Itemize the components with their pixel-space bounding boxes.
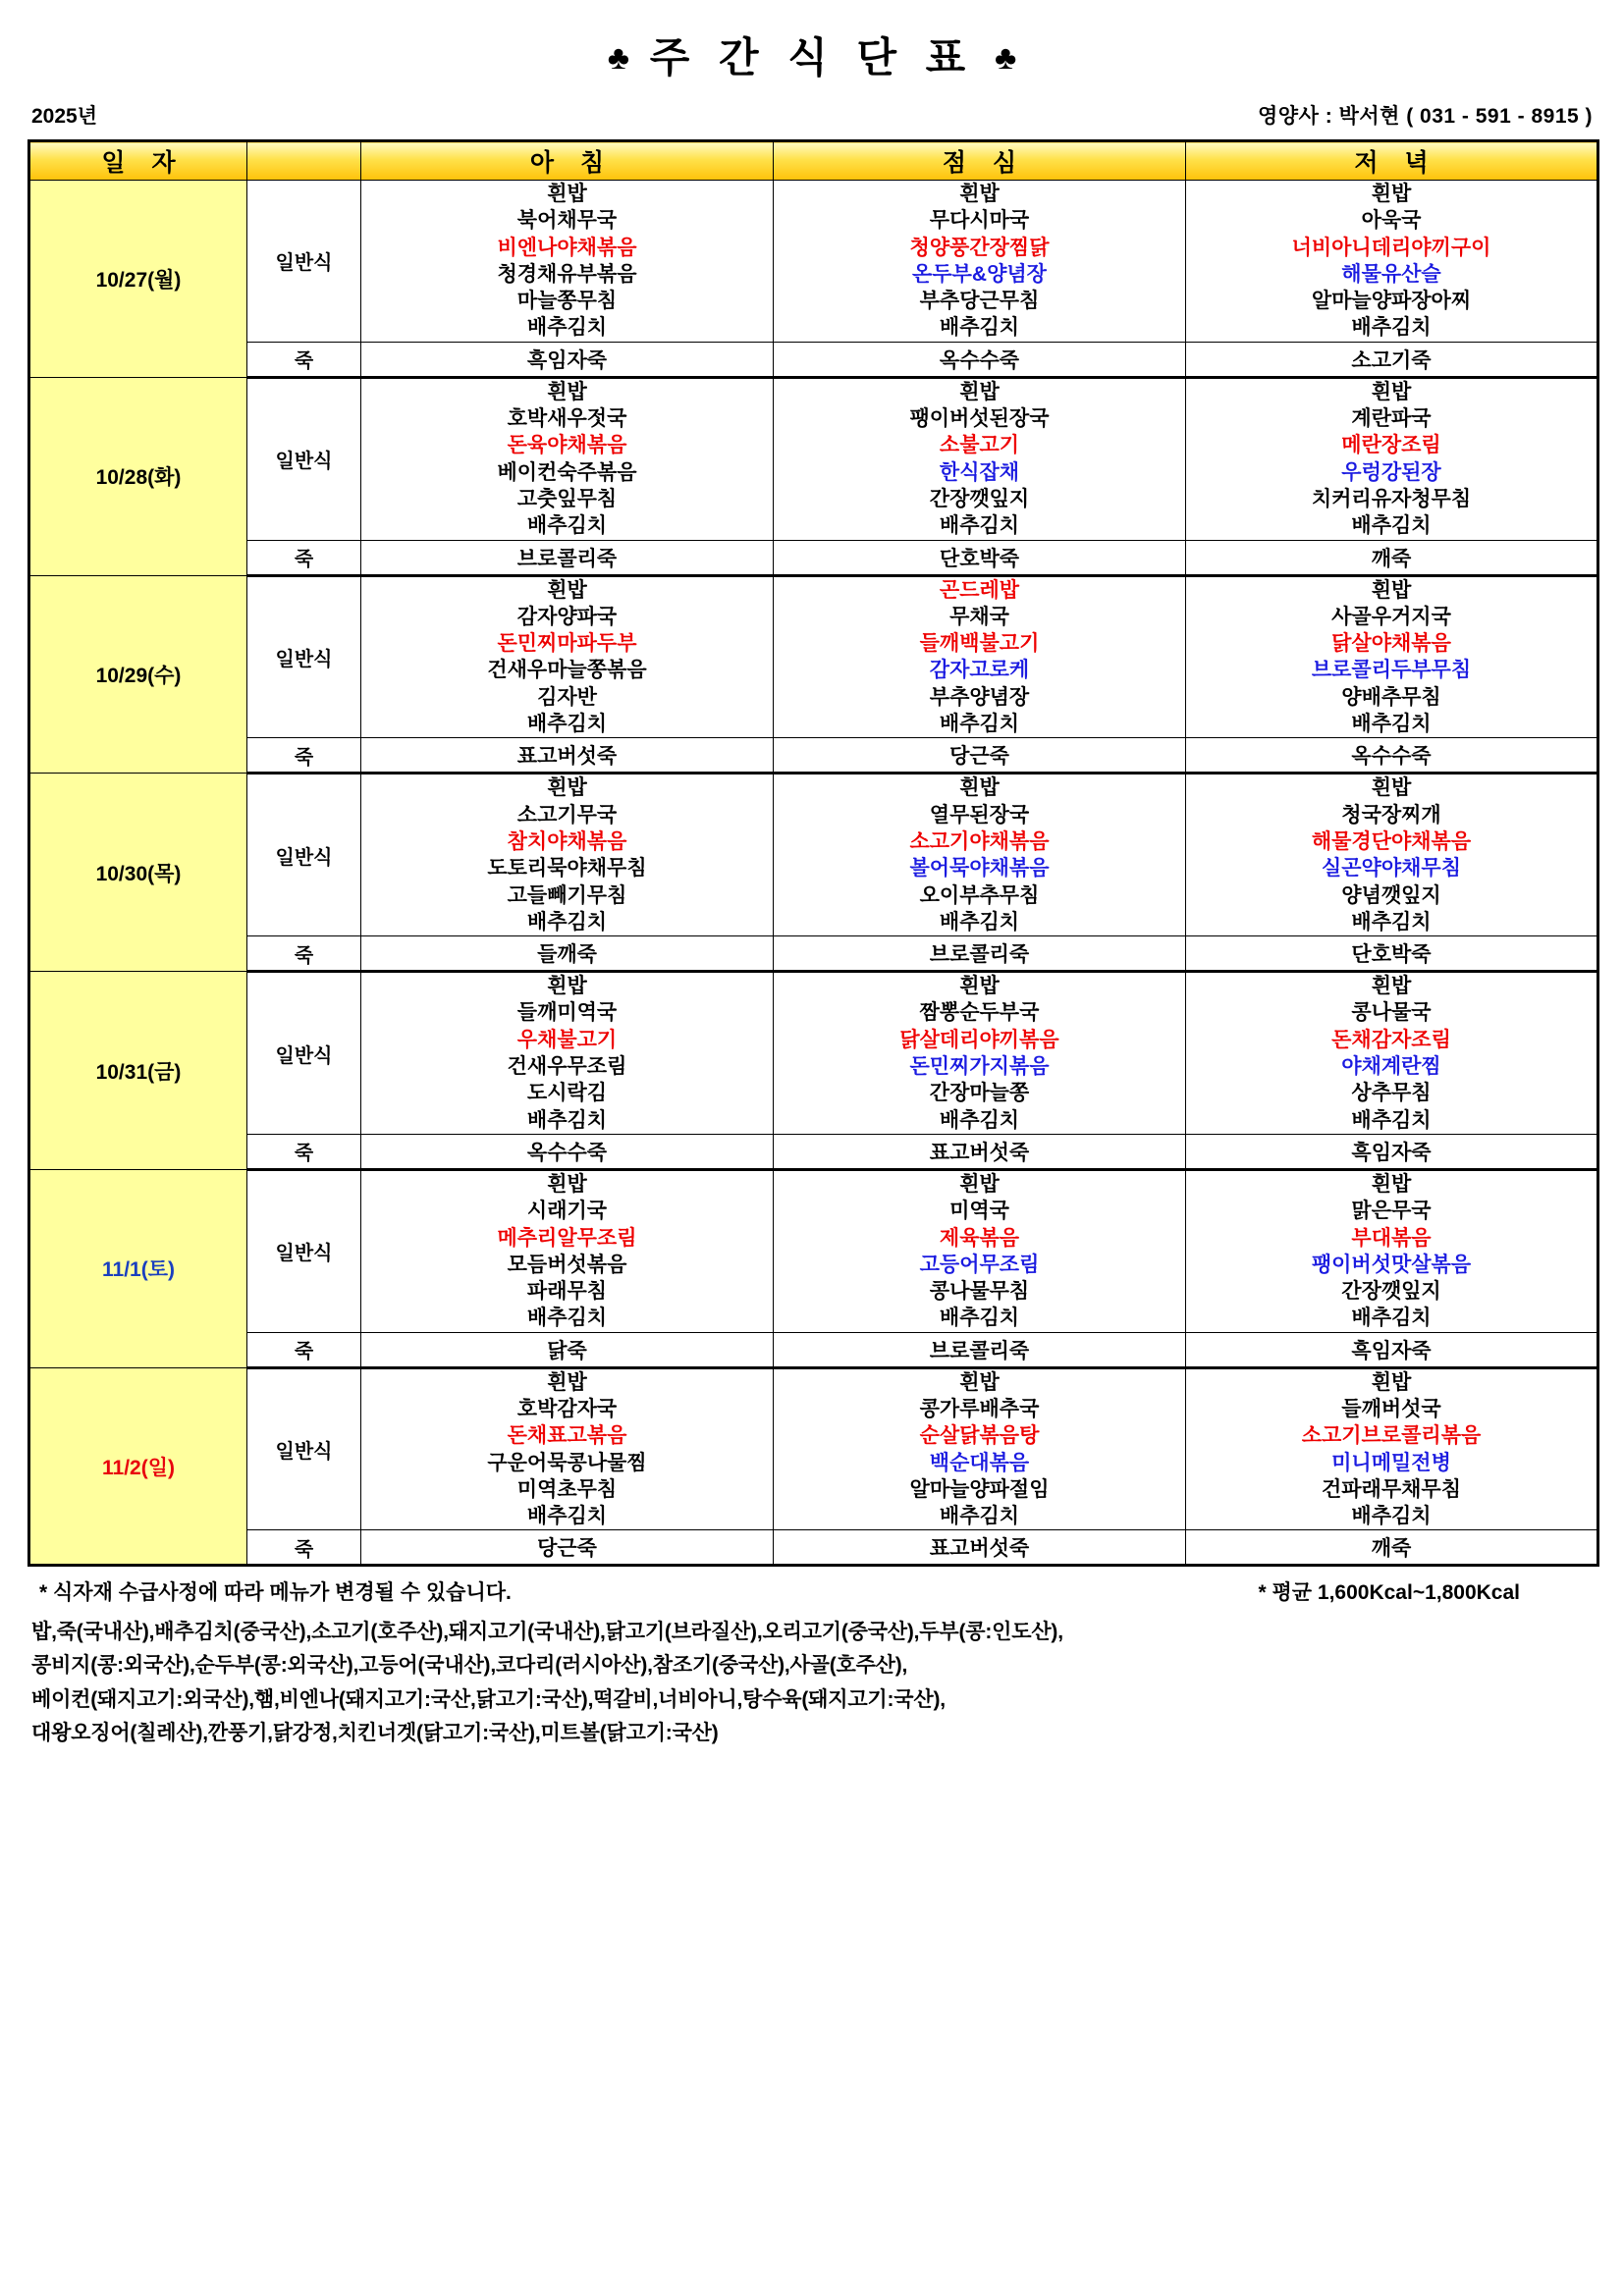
meal-cell-breakfast	[361, 181, 774, 343]
porridge-cell-breakfast: 옥수수죽	[361, 1134, 774, 1169]
date-cell	[29, 181, 247, 378]
menu-change-note: * 식자재 수급사정에 따라 메뉴가 변경될 수 있습니다.	[39, 1581, 512, 1605]
dish-item: 배추김치	[939, 1505, 1020, 1528]
porridge-cell-dinner: 옥수수죽	[1186, 738, 1598, 774]
dish-item: 제육볶음	[939, 1226, 1020, 1250]
dish-item: 닭살데리야끼볶음	[899, 1028, 1059, 1051]
table-row-porridge	[29, 936, 1598, 972]
header-row	[29, 141, 1598, 181]
dish-item: 배추김치	[1351, 910, 1432, 934]
dish-item: 건파래무채무침	[1321, 1477, 1461, 1501]
dish-item: 무채국	[949, 605, 1009, 628]
date-label: 10/28(화)	[95, 466, 182, 490]
dish-item: 돈채감자조림	[1331, 1028, 1451, 1051]
table-row-porridge	[29, 540, 1598, 575]
dish-item: 간장마늘쫑	[929, 1082, 1030, 1105]
meal-cell-lunch	[774, 1367, 1186, 1530]
meal-cell-lunch	[774, 181, 1186, 343]
dish-item: 볼어묵야채볶음	[909, 857, 1050, 881]
porridge-cell-dinner: 흑임자죽	[1186, 1332, 1598, 1367]
dish-item: 메란장조림	[1341, 434, 1441, 457]
dish-item: 배추김치	[1351, 1108, 1432, 1132]
porridge-cell-dinner: 깨죽	[1186, 540, 1598, 575]
dish-item: 청국장찌개	[1341, 803, 1441, 827]
meal-type-regular: 일반식	[247, 181, 361, 343]
dish-item: 배추김치	[1351, 514, 1432, 538]
table-row-porridge	[29, 738, 1598, 774]
dish-item: 너비아니데리야끼구이	[1291, 236, 1491, 259]
dish-item: 소고기브로콜리볶음	[1301, 1424, 1482, 1448]
dish-item: 무다시마국	[929, 209, 1030, 233]
dish-item: 미역국	[949, 1200, 1009, 1223]
meal-cell-breakfast	[361, 774, 774, 936]
dish-item: 간장깻잎지	[929, 487, 1030, 510]
meal-cell-dinner	[1186, 774, 1598, 936]
meal-type-porridge: 죽	[247, 936, 361, 972]
dish-item: 배추김치	[939, 910, 1020, 934]
table-row-porridge	[29, 1332, 1598, 1367]
dietitian-contact: 영양사 : 박서현 ( 031 - 591 - 8915 )	[1258, 105, 1593, 128]
porridge-cell-breakfast: 브로콜리죽	[361, 540, 774, 575]
dish-item: 고들빼기무침	[507, 883, 627, 907]
weekly-menu-table	[27, 139, 1599, 1567]
dish-item: 오이부추무침	[919, 883, 1040, 907]
dish-item: 배추김치	[939, 1108, 1020, 1132]
dish-item: 아욱국	[1361, 209, 1422, 233]
dish-item: 도토리묵야채무침	[487, 857, 647, 881]
dish-item: 들깨버섯국	[1341, 1397, 1441, 1420]
dish-item: 부대볶음	[1351, 1226, 1432, 1250]
meal-cell-dinner	[1186, 972, 1598, 1135]
date-cell	[29, 972, 247, 1170]
header-type	[247, 141, 361, 181]
dish-item: 들깨백불고기	[919, 632, 1040, 656]
date-label: 10/29(수)	[95, 664, 182, 687]
dish-item: 흰밥	[959, 1172, 1000, 1196]
dish-item: 팽이버섯된장국	[909, 407, 1050, 431]
dish-item: 흰밥	[1371, 1370, 1412, 1394]
dish-item: 마늘쫑무침	[516, 290, 618, 313]
dish-item: 팽이버섯맛살볶음	[1311, 1253, 1472, 1276]
dish-item: 흰밥	[547, 578, 587, 602]
dish-item: 흰밥	[959, 776, 1000, 800]
meal-cell-dinner	[1186, 181, 1598, 343]
dish-item: 해물유산슬	[1341, 262, 1441, 286]
dish-item: 콩나물무침	[929, 1280, 1030, 1304]
meal-type-porridge: 죽	[247, 540, 361, 575]
meal-cell-breakfast	[361, 377, 774, 540]
dish-item: 백순대볶음	[929, 1451, 1030, 1474]
table-row	[29, 377, 1598, 540]
dish-item: 도시락김	[526, 1082, 608, 1105]
dish-item: 배추김치	[526, 514, 608, 538]
dish-item: 시래기국	[526, 1200, 608, 1223]
dish-item: 배추김치	[939, 316, 1020, 340]
dish-item: 우채불고기	[516, 1028, 618, 1051]
footer-note-row	[31, 1576, 1593, 1616]
dish-item: 배추김치	[526, 316, 608, 340]
dish-item: 배추김치	[1351, 1307, 1432, 1330]
dish-item: 메추리알무조림	[497, 1226, 637, 1250]
dish-item: 감자고로케	[929, 659, 1030, 682]
dish-item: 청경채유부볶음	[497, 262, 637, 286]
porridge-cell-lunch: 표고버섯죽	[774, 1134, 1186, 1169]
club-suit-icon-left: ♣	[607, 39, 630, 77]
date-cell	[29, 1169, 247, 1367]
meal-cell-dinner	[1186, 377, 1598, 540]
table-row-porridge	[29, 1530, 1598, 1566]
dish-item: 모듬버섯볶음	[507, 1253, 627, 1276]
dish-item: 소불고기	[939, 434, 1020, 457]
dish-item: 배추김치	[1351, 713, 1432, 736]
page-title-text: 주 간 식 단 표	[649, 34, 975, 80]
dish-item: 닭살야채볶음	[1331, 632, 1451, 656]
dish-item: 비엔나야채볶음	[497, 236, 637, 259]
header-breakfast: 아 침	[361, 141, 774, 181]
dish-item: 열무된장국	[929, 803, 1030, 827]
date-label: 10/31(금)	[95, 1060, 182, 1084]
table-body	[29, 181, 1598, 1566]
dish-item: 상추무침	[1351, 1082, 1432, 1105]
meal-cell-lunch	[774, 377, 1186, 540]
porridge-cell-breakfast: 닭죽	[361, 1332, 774, 1367]
meal-cell-lunch	[774, 575, 1186, 738]
dish-item: 돈민찌마파두부	[497, 632, 637, 656]
dish-item: 배추김치	[1351, 316, 1432, 340]
dish-item: 배추김치	[526, 910, 608, 934]
dish-item: 건새우마늘쫑볶음	[487, 659, 647, 682]
dish-item: 계란파국	[1351, 407, 1432, 431]
porridge-cell-breakfast: 들깨죽	[361, 936, 774, 972]
meal-type-porridge: 죽	[247, 342, 361, 377]
dish-item: 알마늘양파장아찌	[1311, 290, 1472, 313]
origin-line: 대왕오징어(칠레산),깐풍기,닭강정,치킨너겟(닭고기:국산),미트볼(닭고기:국산)	[31, 1721, 719, 1744]
dish-item: 흰밥	[547, 183, 587, 205]
meal-cell-lunch	[774, 774, 1186, 936]
page-title	[608, 26, 1017, 84]
dish-item: 해물경단야채볶음	[1311, 829, 1472, 853]
porridge-cell-lunch: 브로콜리죽	[774, 1332, 1186, 1367]
dish-item: 참치야채볶음	[507, 829, 627, 853]
title-row	[27, 0, 1597, 86]
origin-line: 밥,죽(국내산),배추김치(중국산),소고기(호주산),돼지고기(국내산),닭고기(브라질산),오리고기(중국산),두부(콩:인도산),	[31, 1621, 1063, 1644]
date-cell	[29, 575, 247, 774]
dish-item: 배추김치	[526, 1307, 608, 1330]
meal-cell-lunch	[774, 1169, 1186, 1332]
origin-info-block	[31, 1616, 1593, 1749]
meta-row	[27, 86, 1597, 139]
dish-item: 부추당근무침	[919, 290, 1040, 313]
dish-item: 흰밥	[1371, 183, 1412, 205]
dish-item: 부추양념장	[929, 685, 1030, 709]
dish-item: 브로콜리두부무침	[1311, 659, 1472, 682]
dish-item: 흰밥	[1371, 380, 1412, 403]
meal-type-porridge: 죽	[247, 738, 361, 774]
table-row	[29, 972, 1598, 1135]
dish-item: 흰밥	[547, 1172, 587, 1196]
dish-item: 흰밥	[1371, 975, 1412, 998]
dish-item: 배추김치	[939, 1307, 1020, 1330]
meal-cell-dinner	[1186, 1169, 1598, 1332]
dish-item: 간장깻잎지	[1341, 1280, 1441, 1304]
dish-item: 곤드레밥	[939, 578, 1020, 602]
porridge-cell-dinner: 단호박죽	[1186, 936, 1598, 972]
dish-item: 소고기야채볶음	[909, 829, 1050, 853]
dish-item: 구운어묵콩나물찜	[487, 1451, 647, 1474]
meal-cell-dinner	[1186, 1367, 1598, 1530]
meal-cell-breakfast	[361, 1367, 774, 1530]
dish-item: 돈민찌가지볶음	[909, 1055, 1050, 1079]
dish-item: 소고기무국	[516, 803, 618, 827]
table-row	[29, 774, 1598, 936]
dish-item: 양념깻잎지	[1341, 883, 1441, 907]
dish-item: 고춧잎무침	[516, 487, 618, 510]
meal-type-regular: 일반식	[247, 972, 361, 1135]
dish-item: 감자양파국	[516, 605, 618, 628]
dish-item: 배추김치	[939, 713, 1020, 736]
meal-type-regular: 일반식	[247, 1367, 361, 1530]
dish-item: 김자반	[537, 685, 597, 709]
date-label: 11/1(토)	[102, 1258, 175, 1282]
date-label: 11/2(일)	[102, 1456, 175, 1479]
table-row	[29, 1367, 1598, 1530]
dish-item: 건새우무조림	[507, 1055, 627, 1079]
date-cell	[29, 774, 247, 972]
dish-item: 양배추무침	[1341, 685, 1441, 709]
porridge-cell-dinner: 소고기죽	[1186, 342, 1598, 377]
table-header	[29, 141, 1598, 181]
dish-item: 들깨미역국	[516, 1001, 618, 1025]
porridge-cell-lunch: 브로콜리죽	[774, 936, 1186, 972]
table-row-porridge	[29, 1134, 1598, 1169]
dish-item: 흰밥	[547, 776, 587, 800]
meal-type-regular: 일반식	[247, 377, 361, 540]
dish-item: 배추김치	[526, 1505, 608, 1528]
dish-item: 콩가루배추국	[919, 1397, 1040, 1420]
date-label: 10/27(월)	[95, 268, 182, 292]
meal-type-regular: 일반식	[247, 774, 361, 936]
dish-item: 흰밥	[547, 380, 587, 403]
porridge-cell-dinner: 흑임자죽	[1186, 1134, 1598, 1169]
date-label: 10/30(목)	[95, 862, 182, 885]
dish-item: 파래무침	[526, 1280, 608, 1304]
header-dinner: 저 녁	[1186, 141, 1598, 181]
dish-item: 치커리유자청무침	[1311, 487, 1472, 510]
dish-item: 북어채무국	[516, 209, 618, 233]
header-date: 일 자	[29, 141, 247, 181]
dish-item: 미니메밀전병	[1331, 1451, 1451, 1474]
porridge-cell-dinner: 깨죽	[1186, 1530, 1598, 1566]
meal-type-regular: 일반식	[247, 1169, 361, 1332]
dish-item: 흰밥	[959, 380, 1000, 403]
dish-item: 흰밥	[1371, 1172, 1412, 1196]
dish-item: 흰밥	[1371, 776, 1412, 800]
dish-item: 흰밥	[959, 975, 1000, 998]
calorie-note: * 평균 1,600Kcal~1,800Kcal	[1258, 1581, 1520, 1605]
dish-item: 배추김치	[939, 514, 1020, 538]
meal-type-porridge: 죽	[247, 1332, 361, 1367]
dish-item: 짬뽕순두부국	[919, 1001, 1040, 1025]
meal-cell-lunch	[774, 972, 1186, 1135]
dish-item: 사골우거지국	[1331, 605, 1451, 628]
dish-item: 호박감자국	[516, 1397, 618, 1420]
dish-item: 미역초무침	[516, 1477, 618, 1501]
header-lunch: 점 심	[774, 141, 1186, 181]
meal-type-porridge: 죽	[247, 1134, 361, 1169]
dish-item: 온두부&양념장	[912, 262, 1047, 286]
dish-item: 베이컨숙주볶음	[497, 460, 637, 484]
table-row	[29, 575, 1598, 738]
dish-item: 청양풍간장찜닭	[909, 236, 1050, 259]
dish-item: 한식잡채	[939, 460, 1020, 484]
dish-item: 흰밥	[547, 1370, 587, 1394]
meal-cell-breakfast	[361, 1169, 774, 1332]
table-row	[29, 181, 1598, 343]
meal-cell-dinner	[1186, 575, 1598, 738]
dish-item: 배추김치	[526, 1108, 608, 1132]
dish-item: 배추김치	[526, 713, 608, 736]
meal-type-regular: 일반식	[247, 575, 361, 738]
dish-item: 흰밥	[1371, 578, 1412, 602]
dish-item: 호박새우젓국	[507, 407, 627, 431]
dish-item: 돈육야채볶음	[507, 434, 627, 457]
meal-cell-breakfast	[361, 575, 774, 738]
dish-item: 흰밥	[547, 975, 587, 998]
porridge-cell-lunch: 옥수수죽	[774, 342, 1186, 377]
date-cell	[29, 1367, 247, 1566]
meal-cell-breakfast	[361, 972, 774, 1135]
dish-item: 맑은무국	[1351, 1200, 1432, 1223]
club-suit-icon-right: ♣	[994, 39, 1017, 77]
dish-item: 흰밥	[959, 1370, 1000, 1394]
date-cell	[29, 377, 247, 575]
footer	[27, 1567, 1597, 1749]
porridge-cell-lunch: 단호박죽	[774, 540, 1186, 575]
porridge-cell-breakfast: 당근죽	[361, 1530, 774, 1566]
dish-item: 흰밥	[959, 183, 1000, 205]
year-label: 2025년	[31, 105, 98, 128]
origin-line: 콩비지(콩:외국산),순두부(콩:외국산),고등어(국내산),코다리(러시아산),참조기(중국산),사골(호주산),	[31, 1654, 908, 1678]
table-row	[29, 1169, 1598, 1332]
dish-item: 돈채표고볶음	[507, 1424, 627, 1448]
dish-item: 배추김치	[1351, 1505, 1432, 1528]
table-row-porridge	[29, 342, 1598, 377]
meal-type-porridge: 죽	[247, 1530, 361, 1566]
dish-item: 알마늘양파절임	[909, 1477, 1050, 1501]
dish-item: 실곤약야채무침	[1321, 857, 1461, 881]
porridge-cell-lunch: 표고버섯죽	[774, 1530, 1186, 1566]
dish-item: 콩나물국	[1351, 1001, 1432, 1025]
porridge-cell-breakfast: 표고버섯죽	[361, 738, 774, 774]
dish-item: 우렁강된장	[1341, 460, 1441, 484]
porridge-cell-breakfast: 흑임자죽	[361, 342, 774, 377]
dish-item: 고등어무조림	[919, 1253, 1040, 1276]
dish-item: 순살닭볶음탕	[919, 1424, 1040, 1448]
porridge-cell-lunch: 당근죽	[774, 738, 1186, 774]
origin-line: 베이컨(돼지고기:외국산),햄,비엔나(돼지고기:국산,닭고기:국산),떡갈비,너비아니,탕수육(돼지고기:국산),	[31, 1687, 946, 1711]
dish-item: 야채계란찜	[1341, 1055, 1441, 1079]
